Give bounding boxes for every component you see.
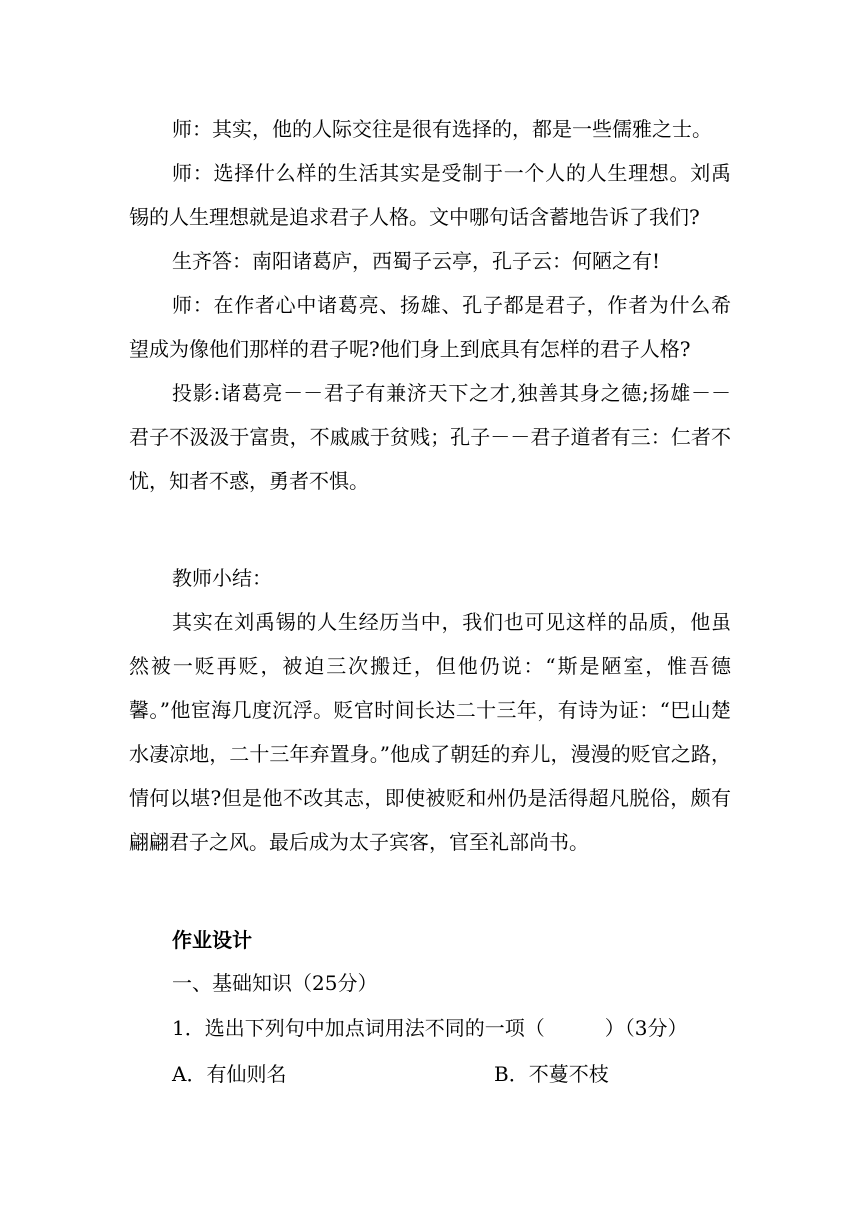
paragraph-teacher-question: 师：在作者心中诸葛亮、扬雄、孔子都是君子，作者为什么希望成为像他们那样的君子呢?他们身上到底具有怎样的君子人格? — [129, 293, 731, 361]
homework-title: 作业设计 — [172, 928, 252, 952]
option-a: A．有仙则名 — [172, 1062, 287, 1086]
summary-label: 教师小结： — [172, 566, 272, 590]
paragraph-student-answer: 生齐答：南阳诸葛庐，西蜀子云亭，孔子云：何陋之有! — [172, 249, 661, 273]
paragraph-summary: 其实在刘禹锡的人生经历当中，我们也可见这样的品质，他虽然被一贬再贬，被迫三次搬迁，但他仍说：“斯是陋室，惟吾德馨。”他宦海几度沉浮。贬官时间长达二十三年，有诗为证：“巴山楚水凄凉地，二十三年弃置身。”他成了朝廷的弃儿，漫漫的贬官之路，情何以堪?但是他不改其志，即使被贬和州仍是活得超凡脱俗，颇有翩翩君子之风。最后成为太子宾客，官至礼部尚书。 — [129, 610, 731, 854]
paragraph-teacher-ideal: 师：选择什么样的生活其实是受制于一个人的人生理想。刘禹锡的人生理想就是追求君子人格。文中哪句话含蓄地告诉了我们? — [129, 161, 731, 229]
question-1: 1．选出下列句中加点词用法不同的一项（ ）（3分） — [172, 1016, 688, 1040]
option-b: B．不蔓不枝 — [494, 1062, 609, 1086]
paragraph-projection: 投影:诸葛亮－－君子有兼济天下之才,独善其身之德;扬雄－－君子不汲汲于富贵，不戚戚于贫贱；孔子－－君子道者有三：仁者不忧，知者不惑，勇者不惧。 — [129, 381, 731, 493]
section-basic-knowledge: 一、基础知识（25分） — [172, 971, 378, 995]
paragraph-teacher-social: 师：其实，他的人际交往是很有选择的，都是一些儒雅之士。 — [172, 117, 712, 141]
